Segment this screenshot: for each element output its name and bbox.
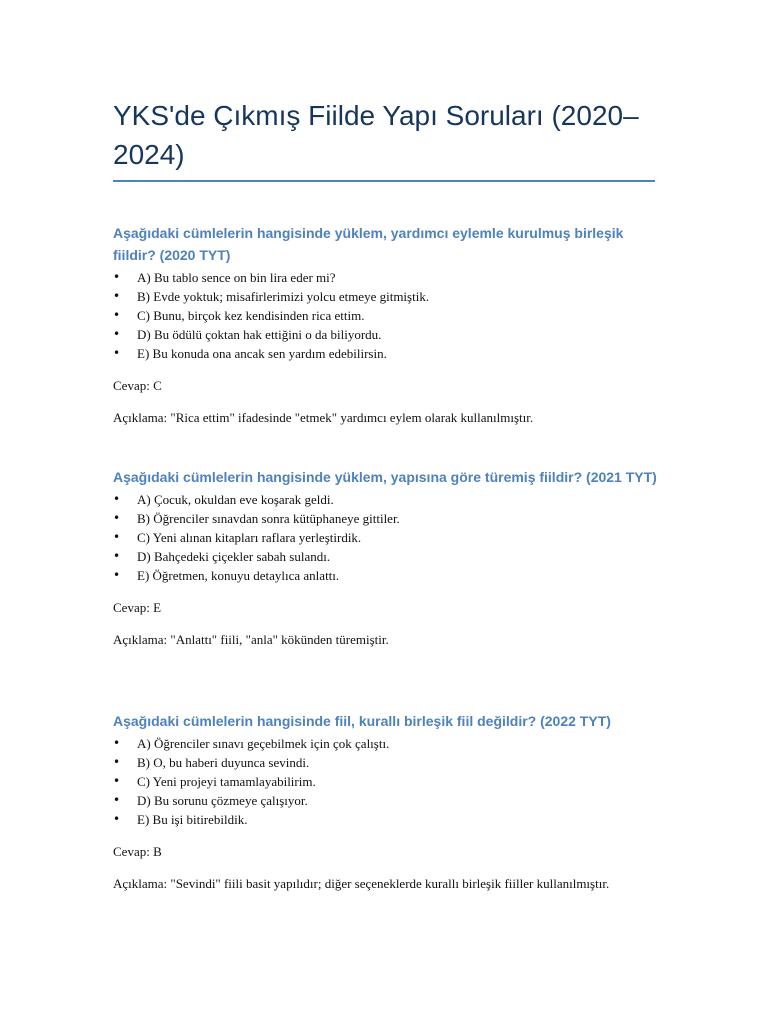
bullet-icon: • xyxy=(113,568,121,582)
option-text: D) Bu sorunu çözmeye çalışıyor. xyxy=(137,793,308,808)
bullet-icon: • xyxy=(113,327,121,341)
bullet-icon: • xyxy=(113,346,121,360)
option-text: E) Bu işi bitirebildik. xyxy=(137,812,248,827)
bullet-icon: • xyxy=(113,270,121,284)
option-text: C) Yeni alınan kitapları raflara yerleştirdik. xyxy=(137,530,362,545)
explanation-text: Açıklama: "Sevindi" fiili basit yapılıdır; diğer seçeneklerde kurallı birleşik fiiller kullanılmıştır. xyxy=(113,876,610,891)
option-item xyxy=(113,287,657,306)
option-text: B) Öğrenciler sınavdan sonra kütüphaneye gittiler. xyxy=(137,511,400,526)
question-heading: Aşağıdaki cümlelerin hangisinde fiil, kurallı birleşik fiil değildir? (2022 TYT) xyxy=(113,713,611,729)
bullet-icon: • xyxy=(113,511,121,525)
bullet-icon: • xyxy=(113,530,121,544)
option-list xyxy=(113,490,657,585)
option-item xyxy=(113,509,657,528)
option-item xyxy=(113,325,657,344)
option-item xyxy=(113,772,657,791)
answer-text: Cevap: B xyxy=(113,844,162,859)
bullet-icon: • xyxy=(113,736,121,750)
option-text: C) Bunu, birçok kez kendisinden rica ettim. xyxy=(137,308,365,323)
option-text: C) Yeni projeyi tamamlayabilirim. xyxy=(137,774,316,789)
question-block-1 xyxy=(113,222,657,427)
option-text: E) Öğretmen, konuyu detaylıca anlattı. xyxy=(137,568,340,583)
explanation-text: Açıklama: "Rica ettim" ifadesinde "etmek" yardımcı eylem olarak kullanılmıştır. xyxy=(113,410,534,425)
bullet-icon: • xyxy=(113,755,121,769)
option-list xyxy=(113,734,657,829)
option-text: A) Çocuk, okuldan eve koşarak geldi. xyxy=(137,492,334,507)
option-text: D) Bu ödülü çoktan hak ettiğini o da biliyordu. xyxy=(137,327,382,342)
option-item xyxy=(113,490,657,509)
title-divider xyxy=(113,180,655,182)
option-item xyxy=(113,344,657,363)
option-text: A) Öğrenciler sınavı geçebilmek için çok çalıştı. xyxy=(137,736,390,751)
answer-text: Cevap: E xyxy=(113,600,162,615)
option-text: B) O, bu haberi duyunca sevindi. xyxy=(137,755,310,770)
option-text: B) Evde yoktuk; misafirlerimizi yolcu etmeye gitmiştik. xyxy=(137,289,430,304)
option-item xyxy=(113,528,657,547)
bullet-icon: • xyxy=(113,774,121,788)
option-item xyxy=(113,547,657,566)
bullet-icon: • xyxy=(113,549,121,563)
question-heading: Aşağıdaki cümlelerin hangisinde yüklem, yardımcı eylemle kurulmuş birleşik fiildir? (2020 TYT) xyxy=(113,225,624,263)
bullet-icon: • xyxy=(113,308,121,322)
option-item xyxy=(113,810,657,829)
option-text: E) Bu konuda ona ancak sen yardım edebilirsin. xyxy=(137,346,387,361)
question-heading: Aşağıdaki cümlelerin hangisinde yüklem, yapısına göre türemiş fiildir? (2021 TYT) xyxy=(113,469,657,485)
option-item xyxy=(113,306,657,325)
option-text: D) Bahçedeki çiçekler sabah sulandı. xyxy=(137,549,331,564)
bullet-icon: • xyxy=(113,492,121,506)
option-item xyxy=(113,268,657,287)
bullet-icon: • xyxy=(113,812,121,826)
option-text: A) Bu tablo sence on bin lira eder mi? xyxy=(137,270,336,285)
option-item xyxy=(113,753,657,772)
option-item xyxy=(113,791,657,810)
question-block-3 xyxy=(113,710,657,893)
question-block-2 xyxy=(113,466,657,649)
option-list xyxy=(113,268,657,363)
bullet-icon: • xyxy=(113,793,121,807)
option-item xyxy=(113,734,657,753)
page-title: YKS'de Çıkmış Fiilde Yapı Soruları (2020–2024) xyxy=(113,100,639,170)
bullet-icon: • xyxy=(113,289,121,303)
option-item xyxy=(113,566,657,585)
answer-text: Cevap: C xyxy=(113,378,162,393)
explanation-text: Açıklama: "Anlattı" fiili, "anla" kökünden türemiştir. xyxy=(113,632,389,647)
